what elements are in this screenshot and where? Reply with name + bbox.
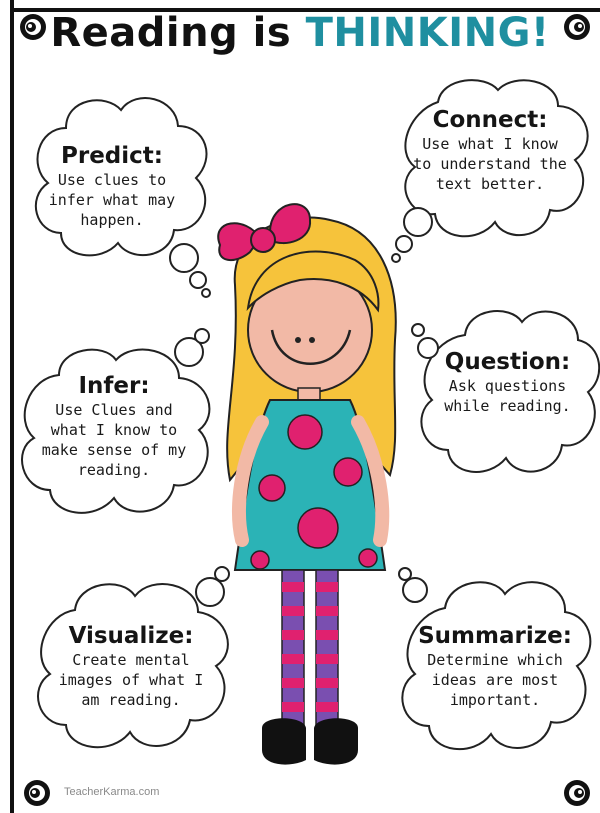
question-heading: Question: [444, 349, 571, 375]
summarize-bubble [395, 568, 595, 773]
connect-text: Use what I know to understand the text better. [413, 135, 567, 193]
predict-bubble [26, 88, 216, 298]
predict-text: Use clues to infer what may happen. [48, 171, 176, 229]
predict-heading: Predict: [61, 143, 163, 169]
connect-heading: Connect: [432, 107, 548, 133]
title-part-1: Reading is [50, 10, 292, 56]
visualize-heading: Visualize: [68, 623, 194, 649]
title-part-2: THINKING! [305, 10, 550, 56]
infer-text: Use Clues and what I know to make sense of my reading. [41, 401, 187, 479]
swirl-icon [22, 778, 52, 808]
summarize-text: Determine which ideas are most important. [427, 651, 563, 709]
infer-bubble [14, 330, 219, 535]
girl-illustration [200, 190, 420, 790]
connect-bubble [390, 72, 595, 272]
visualize-text: Create mental images of what I am reading. [58, 651, 204, 709]
poster-title [0, 10, 600, 56]
credit-text: TeacherKarma.com [64, 786, 160, 798]
summarize-heading: Summarize: [418, 623, 572, 649]
question-text: Ask questions while reading. [444, 377, 571, 415]
infer-heading: Infer: [78, 373, 150, 399]
swirl-icon [562, 778, 592, 808]
question-bubble [410, 300, 600, 500]
